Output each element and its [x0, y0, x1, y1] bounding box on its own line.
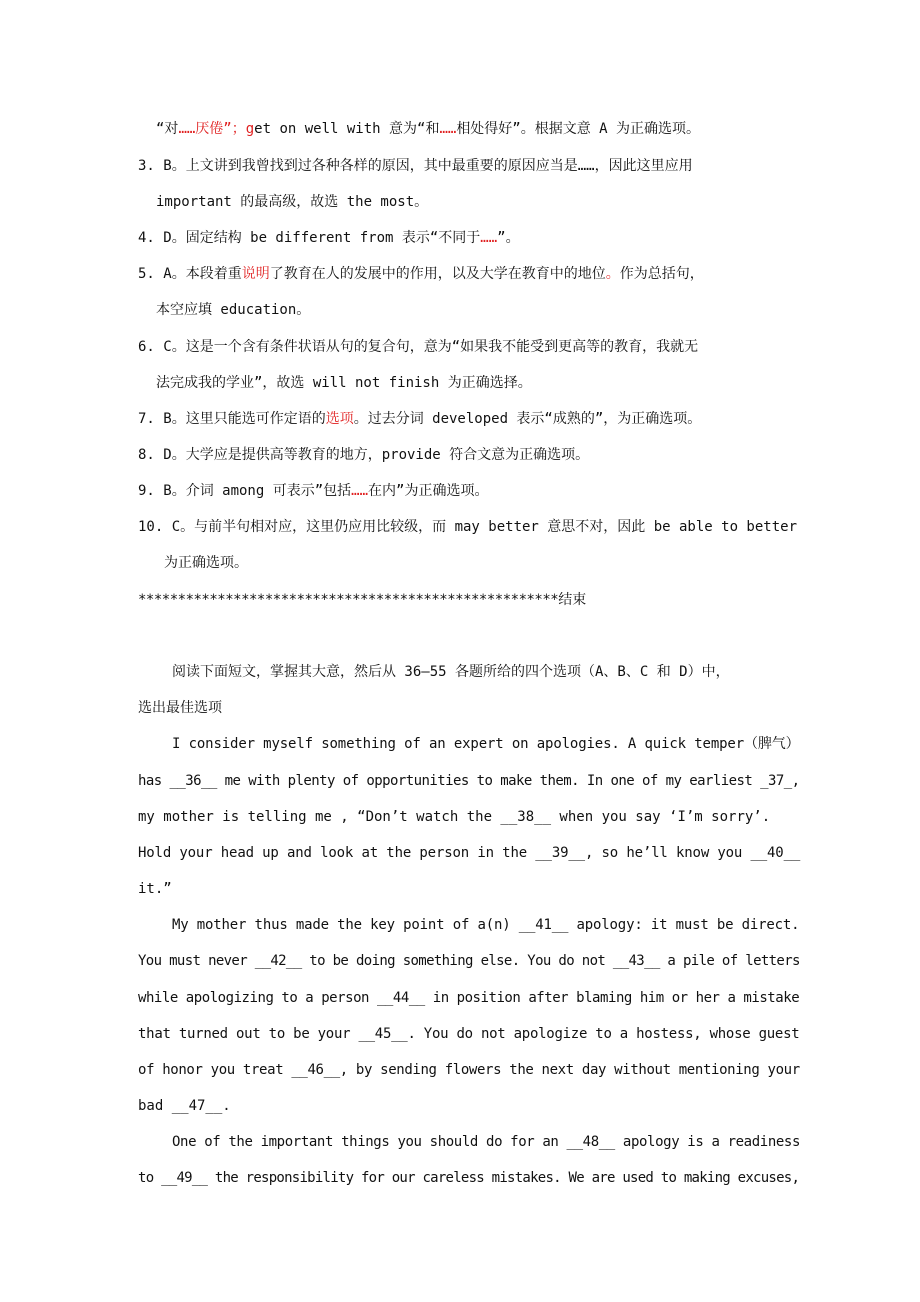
passage-instruction: 阅读下面短文，掌握其大意，然后从 36—55 各题所给的四个选项（A、B、C 和 D）中， — [172, 664, 730, 680]
paragraph-line: My mother thus made the key point of a(n) __41__ apology: it must be direct. — [172, 917, 800, 933]
highlight-red: 。 — [605, 266, 620, 282]
highlight-red: 选项 — [325, 411, 354, 427]
paragraph-line: One of the important things you should do for an __48__ apology is a readiness — [172, 1134, 801, 1150]
paragraph-line: You must never __42__ to be doing something else. You do not __43__ a pile of letters — [138, 953, 800, 969]
answer-line: 10. C。与前半句相对应，这里仍应用比较级，而 may better 意思不对，因此 be able to better — [138, 519, 798, 535]
paragraph-line: has __36__ me with plenty of opportunities to make them. In one of my earliest _37_, — [138, 773, 800, 789]
answer-line: 法完成我的学业”，故选 will not finish 为正确选择。 — [156, 375, 532, 391]
answer-line: 本空应填 education。 — [156, 302, 311, 318]
paragraph-line: I consider myself something of an expert on apologies. A quick temper（脾气） — [172, 736, 800, 752]
ellipsis-red: …… — [480, 230, 498, 246]
ellipsis-red: …… — [439, 121, 457, 137]
paragraph-line: that turned out to be your __45__. You do not apologize to a hostess, whose guest — [138, 1026, 800, 1042]
answer-line: 为正确选项。 — [164, 555, 248, 571]
answer-line: important 的最高级，故选 the most。 — [156, 194, 429, 210]
ellipsis-red: ……厌倦”；g — [178, 121, 255, 137]
paragraph-line: my mother is telling me , “Don’t watch the __38__ when you say ‘I’m sorry’. — [138, 809, 771, 825]
answer-line: “对……厌倦”；get on well with 意为“和……相处得好”。根据文意 A 为正确选项。 — [156, 121, 701, 137]
answer-line: 3. B。上文讲到我曾找到过各种各样的原因，其中最重要的原因应当是……，因此这里应用 — [138, 158, 693, 174]
end-separator: *****************************************************结束 — [138, 592, 587, 608]
paragraph-line: of honor you treat __46__, by sending flowers the next day without mentioning your — [138, 1062, 800, 1078]
answer-line: 5. A。本段着重说明了教育在人的发展中的作用，以及大学在教育中的地位。作为总括句， — [138, 266, 704, 282]
answer-line: 4. D。固定结构 be different from 表示“不同于……”。 — [138, 230, 520, 246]
paragraph-line: Hold your head up and look at the person in the __39__, so he’ll know you __40__ — [138, 845, 801, 861]
passage-instruction: 选出最佳选项 — [138, 700, 222, 716]
paragraph-line: while apologizing to a person __44__ in position after blaming him or her a mistake — [138, 990, 800, 1006]
ellipsis-red: …… — [351, 483, 369, 499]
highlight-red: 说明 — [241, 266, 270, 282]
paragraph-line: it.” — [138, 881, 172, 897]
answer-line: 7. B。这里只能选可作定语的选项。过去分词 developed 表示“成熟的”，为正确选项。 — [138, 411, 702, 427]
paragraph-line: bad __47__. — [138, 1098, 231, 1114]
answer-line: 9. B。介词 among 可表示”包括……在内”为正确选项。 — [138, 483, 489, 499]
answer-line: 8. D。大学应是提供高等教育的地方，provide 符合文意为正确选项。 — [138, 447, 590, 463]
answer-line: 6. C。这是一个含有条件状语从句的复合句，意为“如果我不能受到更高等的教育，我就无 — [138, 339, 699, 355]
paragraph-line: to __49__ the responsibility for our careless mistakes. We are used to making excuses, — [138, 1170, 800, 1186]
